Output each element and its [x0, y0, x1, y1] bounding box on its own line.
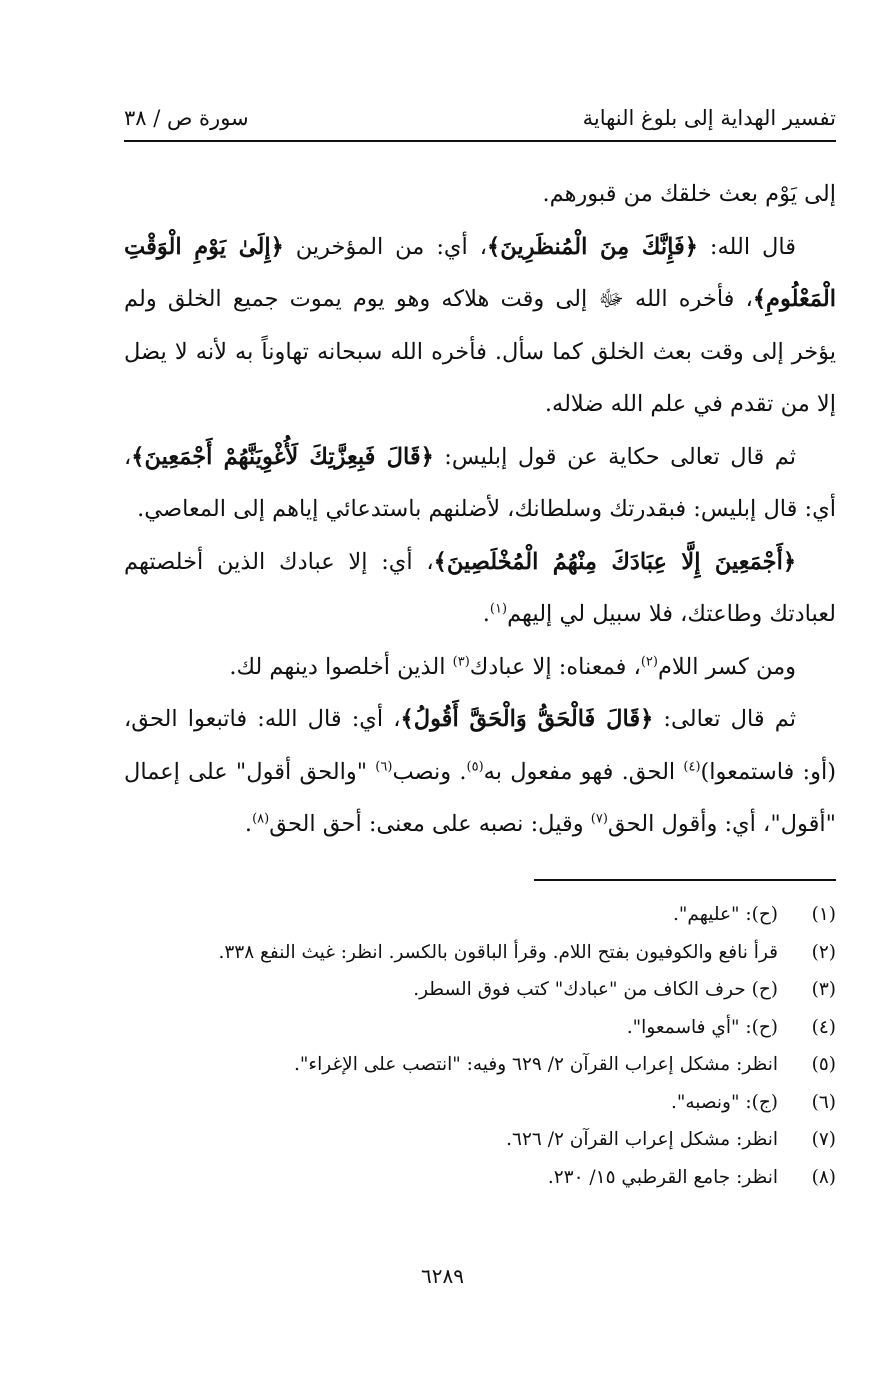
footnote-text: (ج): "ونصبه".: [670, 1091, 778, 1113]
footnote-ref: (٦): [375, 759, 393, 774]
text-run: ، أي: قال الله: فاتبعوا الحق، (أو: فاستمعوا): [124, 706, 836, 785]
quran-verse: ﴿قَالَ فَالْحَقُّ وَالْحَقَّ أَقُولُ﴾: [400, 706, 654, 732]
footnote-number: (٣): [811, 979, 836, 1000]
text-run: ، أي: من المؤخرين: [283, 233, 488, 260]
footnote-text: انظر: جامع القرطبي ١٥/ ٢٣٠.: [547, 1166, 778, 1188]
footnote-text: (ح): "أي فاسمعوا".: [626, 1016, 778, 1038]
footnote-ref: (٤): [683, 759, 701, 774]
text-run: وقيل: نصبه على معنى: أحق الحق: [269, 811, 591, 837]
text-run: ، أي: إلا عبادك الذين أخلصتهم لعبادتك وطاعتك، فلا سبيل لي إليهم: [124, 548, 836, 627]
footnote-separator: [534, 879, 836, 881]
paragraph-3: [124, 431, 836, 536]
text-run: قال الله:: [697, 233, 797, 260]
footnote: [124, 1121, 836, 1159]
surah-label: سورة ص / ٣٨: [124, 106, 249, 130]
footnote: [124, 896, 836, 934]
running-header: [124, 100, 836, 136]
footnote-number: (٧): [811, 1129, 836, 1150]
footnote: [124, 1009, 836, 1047]
footnote: [124, 971, 836, 1009]
text-run: "والحق أقول" على إعمال "أقول"، أي: وأقول الحق: [124, 758, 836, 837]
main-text: [124, 168, 836, 851]
quran-verse: ﴿إِلَىٰ يَوْمِ الْوَقْتِ الْمَعْلُومِ﴾: [124, 233, 836, 312]
footnote-ref: (٧): [590, 811, 608, 827]
footnote-ref: (٢): [640, 654, 658, 669]
footnote-number: (٥): [811, 1054, 836, 1075]
paragraph-1: [124, 168, 836, 221]
text-run: الذين أخلصوا دينهم لك.: [229, 653, 453, 680]
footnote-text: (ح): "عليهم".: [673, 904, 778, 925]
paragraph-4: [124, 536, 836, 641]
footnote-number: (١): [811, 904, 836, 925]
footnote: [124, 1159, 836, 1197]
text-run: .: [482, 601, 490, 627]
footnote-ref: (٥): [466, 759, 484, 774]
paragraph-5: [124, 641, 836, 694]
page-number: ٦٢٨٩: [421, 1264, 464, 1288]
footnote-ref: (٨): [252, 811, 270, 827]
text-run: . ونصب: [392, 758, 467, 785]
footnote-text: انظر: مشكل إعراب القرآن ٢/ ٦٢٩ وفيه: "انتصب على الإغراء".: [294, 1054, 778, 1075]
quran-verse: ﴿فَإِنَّكَ مِنَ الْمُنظَرِينَ﴾: [487, 233, 698, 260]
text-run: ومن كسر اللام: [657, 653, 796, 680]
footnote-number: (٢): [811, 941, 836, 963]
text-run: ، فأخره الله ﷻ إلى وقت هلاكه وهو يوم يموت جميع الخلق ولم يؤخر إلى وقت بعث الخلق كما سأل. فأخره الله سبحانه تهاوناً به لأنه لا يضل إلا من تقدم في علم الله ضلاله.: [124, 286, 836, 417]
footnote: [124, 1046, 836, 1084]
footnote-number: (٤): [811, 1016, 836, 1038]
text-run: ثم قال تعالى:: [653, 706, 796, 732]
paragraph-1-text: إلى يَوْم بعث خلقك من قبورهم.: [542, 181, 836, 207]
text-run: الحق. فهو مفعول به: [483, 758, 684, 785]
paragraph-2: [124, 221, 836, 431]
text-run: ، أي: قال إبليس: فبقدرتك وسلطانك، لأضلنهم باستدعائي إياهم إلى المعاصي.: [124, 443, 836, 522]
footnote: [124, 934, 836, 972]
footnote-text: (ح) حرف الكاف من "عبادك" كتب فوق السطر.: [413, 979, 778, 1000]
header-rule: [124, 140, 836, 142]
footnote-text: قرأ نافع والكوفيون بفتح اللام. وقرأ الباقون بالكسر. انظر: غيث النفع ٣٣٨.: [218, 941, 778, 963]
book-title: تفسير الهداية إلى بلوغ النهاية: [582, 106, 836, 130]
footnote-text: انظر: مشكل إعراب القرآن ٢/ ٦٢٦.: [506, 1129, 778, 1150]
text-run: ، فمعناه: إلا عبادك: [469, 653, 641, 680]
footnote-number: (٦): [811, 1091, 836, 1113]
quran-verse: ﴿قَالَ فَبِعِزَّتِكَ لَأُغْوِيَنَّهُمْ أَجْمَعِينَ﴾: [131, 443, 434, 470]
text-run: .: [244, 811, 253, 837]
text-run: ثم قال تعالى حكاية عن قول إبليس:: [433, 443, 796, 470]
paragraph-6: [124, 693, 836, 851]
footnotes: [124, 896, 836, 1196]
footnote-ref: (١): [489, 601, 508, 617]
footnote-ref: (٣): [452, 654, 470, 669]
quran-verse: ﴿أَجْمَعِينَ إِلَّا عِبَادَكَ مِنْهُمُ الْمُخْلَصِينَ﴾: [433, 548, 797, 575]
footnote: [124, 1084, 836, 1122]
footnote-number: (٨): [811, 1166, 836, 1188]
